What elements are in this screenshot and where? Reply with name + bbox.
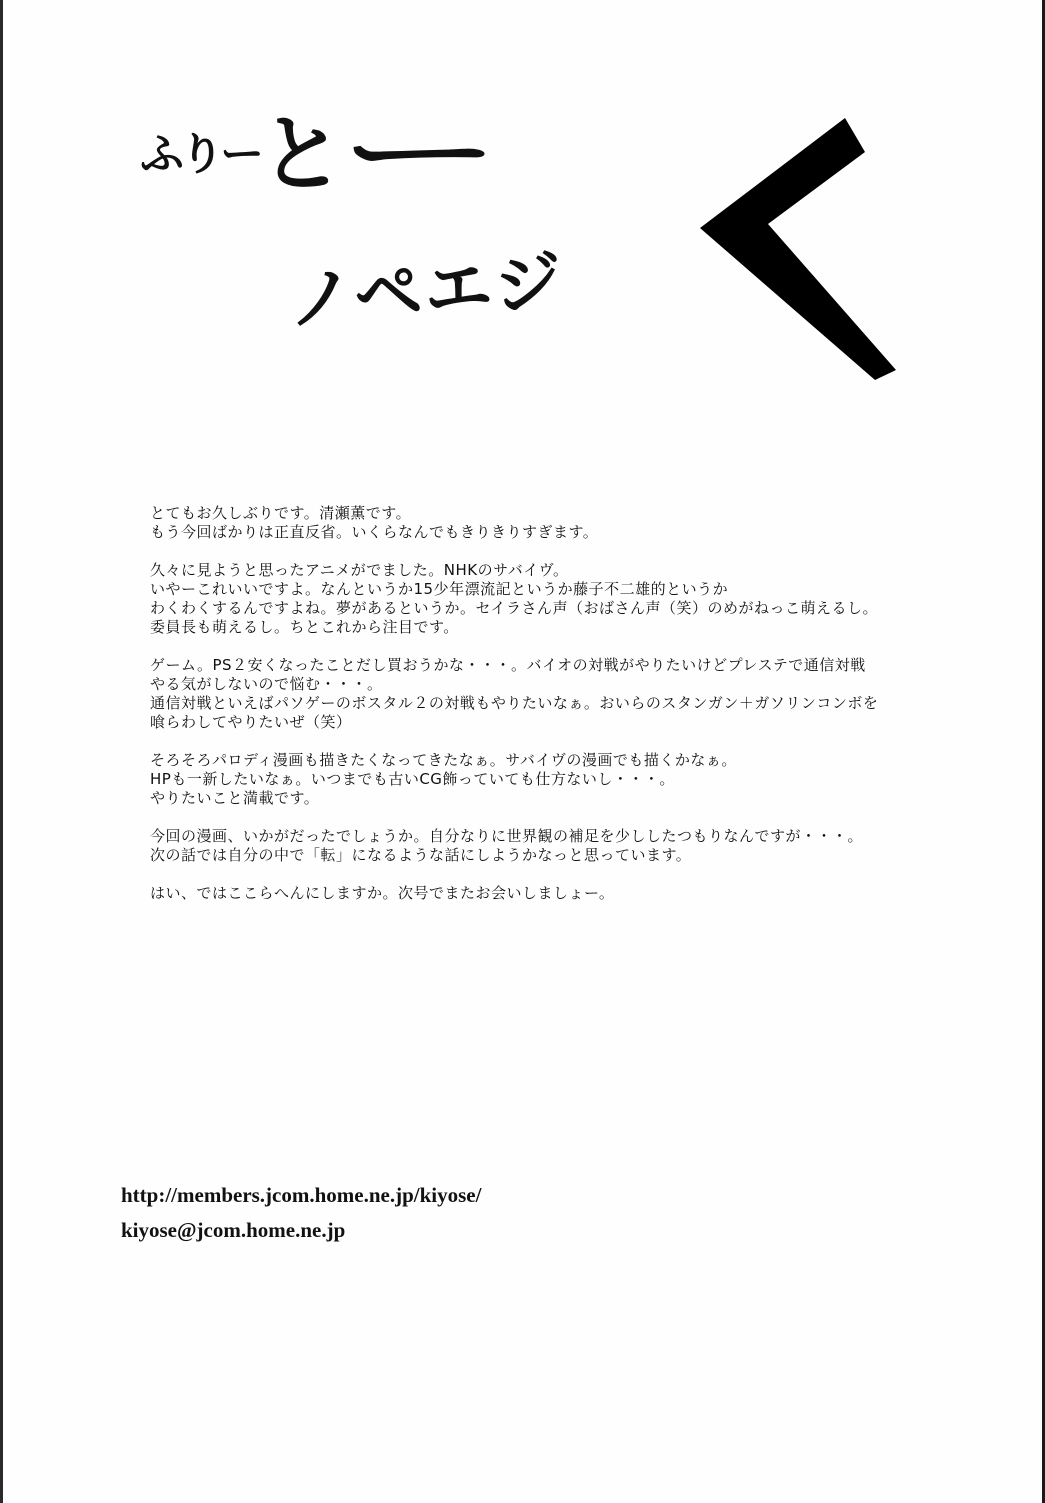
paragraph [150,884,930,903]
text-line: 委員長も萌えるし。ちとこれから注目です。 [150,618,459,636]
text-line: 今回の漫画、いかがだったでしょうか。自分なりに世界観の補足を少ししたつもりなんですが・・・。 [150,827,864,845]
text-line: 次の話では自分の中で「転」になるような話にしようかなっと思っています。 [150,846,692,864]
title-char: ー [340,105,493,203]
page-edge [0,0,3,1503]
text-line: とてもお久しぶりです。清瀬薫です。 [150,504,412,522]
text-line: はい、ではここらへんにしますか。次号でまたお会いしましょー。 [150,884,615,902]
chevron-shape [700,118,896,380]
paragraph [150,751,930,808]
text-line: わくわくするんですよね。夢があるというか。セイラさん声（おばさん声（笑）のめがねっこ萌えるし。 [150,599,879,617]
text-line: 久々に見ようと思ったアニメがでました。NHKのサバイヴ。 [150,561,569,579]
text-line: もう今回ばかりは正直反省。いくらなんでもきりきりすぎます。 [150,523,599,541]
text-line: そろそろパロディ漫画も描きたくなってきたなぁ。サバイヴの漫画でも描くかなぁ。 [150,751,737,769]
afterword-text [150,504,930,922]
text-line: 通信対戦といえばパソゲーのボスタル２の対戦もやりたいなぁ。おいらのスタンガン＋ガソリンコンボを [150,694,879,712]
title-char: ー [220,129,260,180]
email-address: kiyose@jcom.home.ne.jp [121,1218,346,1242]
text-line: ゲーム。PS２安くなったことだし買おうかな・・・。バイオの対戦がやりたいけどプレステで通信対戦 [150,656,866,674]
text-line: やる気がしないので悩む・・・。 [150,675,383,693]
title-char: ふ [140,129,180,180]
page-title [140,105,493,203]
page-subtitle: ノペエジ [284,242,567,341]
paragraph [150,561,930,637]
text-line: 喰らわしてやりたいぜ（笑） [150,713,352,731]
contact-info [121,1183,481,1253]
chevron-decoration [700,118,900,380]
title-char: り [180,129,220,180]
text-line: やりたいこと満載です。 [150,789,320,807]
paragraph [150,656,930,732]
paragraph [150,504,930,542]
paragraph [150,827,930,865]
text-line: いやーこれいいですよ。なんというか15少年漂流記というか藤子不二雄的というか [150,580,729,598]
title-char: と [260,105,341,203]
text-line: HPも一新したいなぁ。いつまでも古いCG飾っていても仕方ないし・・・。 [150,770,675,788]
website-url: http://members.jcom.home.ne.jp/kiyose/ [121,1183,482,1207]
